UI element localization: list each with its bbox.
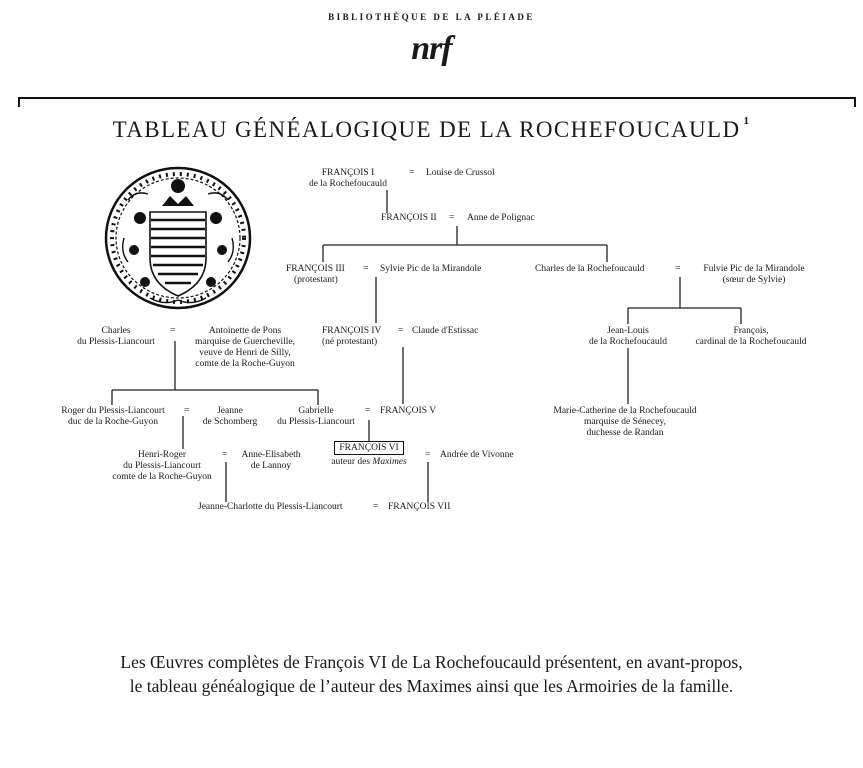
title-line: duchesse de Randan xyxy=(586,428,664,438)
title-text: TABLEAU GÉNÉALOGIQUE DE LA ROCHEFOUCAULD xyxy=(112,117,741,142)
caption xyxy=(0,650,863,698)
name-line: Marie-Catherine de la Rochefoucauld xyxy=(553,406,697,416)
title-line: marquise de Guercheville, xyxy=(195,337,295,347)
marriage-sign: = xyxy=(425,450,431,460)
marriage-sign: = xyxy=(170,326,176,336)
person-anne-elisabeth xyxy=(230,450,312,472)
person-gabrielle xyxy=(270,406,362,428)
name-line: FRANÇOIS I xyxy=(321,168,375,178)
person-andree-de-vivonne: Andrée de Vivonne xyxy=(440,450,514,460)
title-line: duc de la Roche-Guyon xyxy=(68,417,158,427)
title-line: comte de la Roche-Guyon xyxy=(195,359,295,369)
name-line: FRANÇOIS IV xyxy=(322,326,382,336)
person-marie-catherine xyxy=(532,406,718,439)
title-line: du Plessis-Liancourt xyxy=(123,461,201,471)
person-francois-v: FRANÇOIS V xyxy=(380,406,437,416)
person-francois-iv xyxy=(322,326,381,348)
title-line: (né protestant) xyxy=(322,337,378,347)
person-francois-cardinal xyxy=(676,326,826,348)
person-francois-ii: FRANÇOIS II xyxy=(381,213,437,223)
name-line: Charles xyxy=(101,326,131,336)
person-francois-vii: FRANÇOIS VII xyxy=(388,502,451,512)
marriage-sign: = xyxy=(222,450,228,460)
person-jean-louis xyxy=(570,326,686,348)
marriage-sign: = xyxy=(675,264,681,274)
person-charles-rochefoucauld: Charles de la Rochefoucauld xyxy=(535,264,645,274)
person-jeanne-de-schomberg xyxy=(194,406,266,428)
person-claude-d-estissac: Claude d'Estissac xyxy=(412,326,479,336)
caption-line-2: le tableau généalogique de l’auteur des Maximes ainsi que les Armoiries de la famille. xyxy=(129,676,734,696)
name-line: Roger du Plessis-Liancourt xyxy=(61,406,165,416)
marriage-sign: = xyxy=(373,502,379,512)
person-anne-de-polignac: Anne de Polignac xyxy=(467,213,535,223)
person-charles-du-plessis xyxy=(70,326,162,348)
name-line: Antoinette de Pons xyxy=(208,326,282,336)
person-louise-de-crussol: Louise de Crussol xyxy=(426,168,495,178)
footnote-mark: 1 xyxy=(743,115,751,128)
coat-of-arms-seal xyxy=(106,168,250,308)
title-line: veuve de Henri de Silly, xyxy=(199,348,291,358)
person-roger-du-plessis xyxy=(50,406,176,428)
name-line: François, xyxy=(733,326,769,336)
person-francois-vi xyxy=(324,443,414,468)
title-line: de Schomberg xyxy=(202,417,258,427)
name-line: Henri-Roger xyxy=(137,450,186,460)
title-line: (sœur de Sylvie) xyxy=(722,275,786,285)
title-line: (protestant) xyxy=(294,275,338,285)
person-antoinette-de-pons xyxy=(180,326,310,370)
person-fulvie-pic xyxy=(688,264,820,286)
title-line: auteur des xyxy=(331,457,371,467)
marriage-sign: = xyxy=(365,406,371,416)
title-line: marquise de Sénecey, xyxy=(584,417,666,427)
person-francois-i xyxy=(308,168,388,190)
title-line: du Plessis-Liancourt xyxy=(277,417,355,427)
nrf-logo: nrf xyxy=(411,30,452,67)
marriage-sign: = xyxy=(363,264,369,274)
name-line: Gabrielle xyxy=(298,406,334,416)
title-line: cardinal de la Rochefoucauld xyxy=(695,337,807,347)
title-line: de la Rochefoucauld xyxy=(308,179,388,189)
name-line-boxed: FRANÇOIS VI xyxy=(334,441,403,455)
name-line: Fulvie Pic de la Mirandole xyxy=(703,264,805,274)
marriage-sign: = xyxy=(184,406,190,416)
name-line: Anne-Elisabeth xyxy=(241,450,301,460)
person-francois-iii xyxy=(286,264,345,286)
person-sylvie-pic: Sylvie Pic de la Mirandole xyxy=(380,264,482,274)
title-line: de la Rochefoucauld xyxy=(588,337,668,347)
person-henri-roger xyxy=(108,450,216,483)
name-line: Jeanne xyxy=(217,406,243,416)
name-line: Jean-Louis xyxy=(607,326,649,336)
person-jeanne-charlotte: Jeanne-Charlotte du Plessis-Liancourt xyxy=(198,502,343,512)
marriage-sign: = xyxy=(409,168,415,178)
name-line: FRANÇOIS III xyxy=(286,264,345,274)
title-line: de Lannoy xyxy=(250,461,292,471)
maximes-title: Maximes xyxy=(372,457,407,467)
series-heading: BIBLIOTHÈQUE DE LA PLÉIADE xyxy=(328,12,535,22)
marriage-sign: = xyxy=(398,326,404,336)
caption-line-1: Les Œuvres complètes de François VI de La Rochefoucauld présentent, en avant-propos, xyxy=(120,652,743,672)
title-line: du Plessis-Liancourt xyxy=(77,337,155,347)
title-line: comte de la Roche-Guyon xyxy=(112,472,212,482)
marriage-sign: = xyxy=(449,213,455,223)
